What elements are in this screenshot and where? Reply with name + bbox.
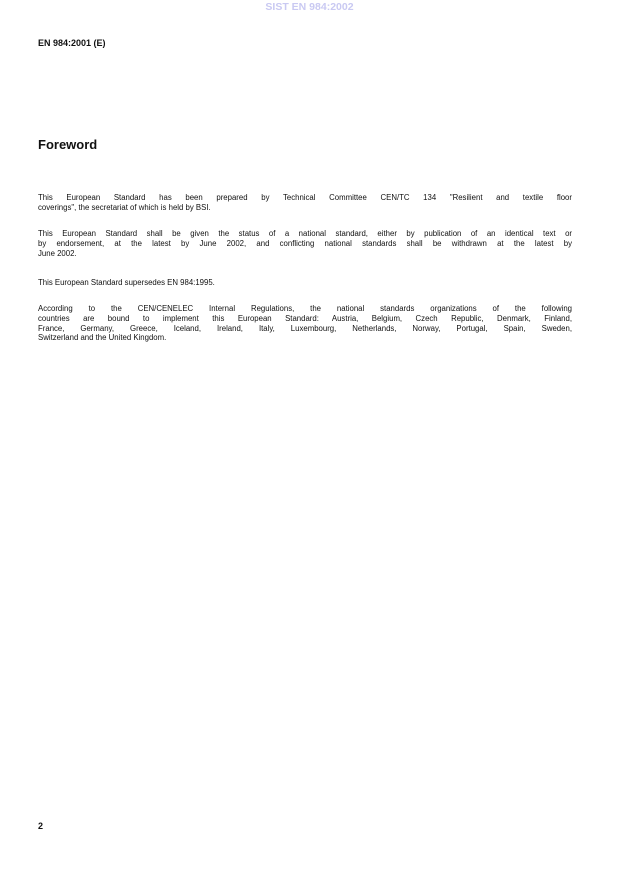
text-line: This European Standard has been prepared by Technical Committee CEN/TC 134 "Resilient and textile floor (38, 193, 572, 202)
text-line: Switzerland and the United Kingdom. (38, 333, 167, 343)
document-header: EN 984:2001 (E) (38, 38, 106, 48)
paragraph (38, 229, 572, 258)
paragraph (38, 193, 572, 213)
text-line: According to the CEN/CENELEC Internal Regulations, the national standards organizations of the following (38, 304, 572, 313)
text-line: This European Standard supersedes EN 984:1995. (38, 278, 215, 287)
text-line: June 2002. (38, 248, 77, 258)
text-line: by endorsement, at the latest by June 2002, and conflicting national standards shall be withdrawn at the latest by (38, 238, 572, 248)
text-line: countries are bound to implement this European Standard: Austria, Belgium, Czech Republic, Denmark, Finland, (38, 313, 572, 323)
paragraph (38, 304, 572, 343)
page-number: 2 (38, 821, 44, 831)
text-line: This European Standard shall be given the status of a national standard, either by publication of an identical text or (38, 229, 572, 238)
section-title: Foreword (38, 137, 98, 152)
paragraph (38, 278, 572, 288)
text-line: coverings", the secretariat of which is held by BSI. (38, 202, 211, 212)
text-line: France, Germany, Greece, Iceland, Ireland, Italy, Luxembourg, Netherlands, Norway, Portugal, Spain, Sweden, (38, 323, 572, 333)
watermark: SIST EN 984:2002 (265, 1, 354, 13)
